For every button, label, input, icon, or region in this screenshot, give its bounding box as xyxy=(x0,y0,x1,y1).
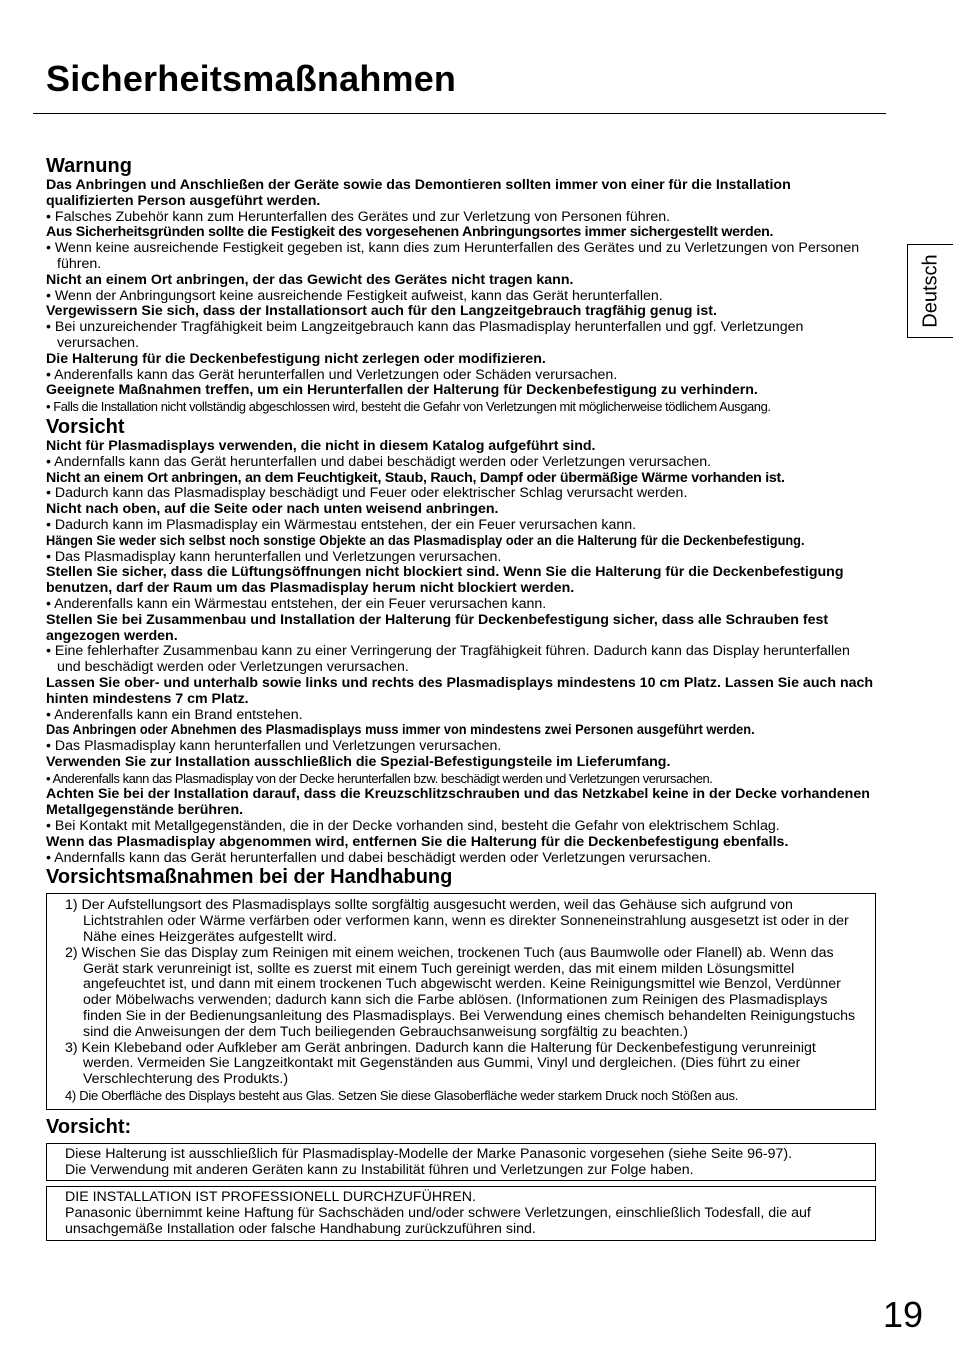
vorsicht-heading: Vorsicht xyxy=(46,415,125,438)
vorsicht-item-5 xyxy=(46,565,876,612)
warning-text: Geeignete Maßnahmen treffen, um ein Herunterfallen der Halterung für Deckenbefestigung zu verhindern. xyxy=(46,382,758,399)
vorsicht-item-7 xyxy=(46,676,876,723)
bullet-text: • Das Plasmadisplay kann herunterfallen und Verletzungen verursachen. xyxy=(46,738,502,755)
warning-text: Das Anbringen und Anschließen der Geräte sowie das Demontieren sollten immer von einer für die Installation qualifizierten Person ausgeführt werden. xyxy=(46,177,791,209)
professional-line-2: Panasonic übernimmt keine Haftung für Sachschäden und/oder schwere Verletzungen, einschließlich Todesfall, die auf unsachgemäße Installation oder falsche Handhabung zurückzuführen sind. xyxy=(65,1205,811,1238)
warnung-item-4 xyxy=(46,304,876,351)
page-number: 19 xyxy=(883,1294,924,1335)
title-divider xyxy=(33,113,886,114)
bullet-text: • Das Plasmadisplay kann herunterfallen und Verletzungen verursachen. xyxy=(46,548,502,565)
vorsicht-item-11 xyxy=(46,835,876,867)
caution-text: Nicht nach oben, auf die Seite oder nach unten weisend anbringen. xyxy=(46,501,499,518)
bullet-text: • Wenn der Anbringungsort keine ausreichende Festigkeit aufweist, kann das Gerät herunterfallen. xyxy=(46,287,663,304)
vorsicht-item-6 xyxy=(46,613,876,676)
language-tab xyxy=(907,244,953,338)
bullet-text: • Andernfalls kann das Gerät herunterfallen und dabei beschädigt werden oder Verletzungen verursachen. xyxy=(46,453,712,470)
caution-text: Achten Sie bei der Installation darauf, dass die Kreuzschlitzschrauben und das Netzkabel keine in der Decke vorhandenen Metallgegenstände berühren. xyxy=(46,786,870,819)
bullet-text: • Anderenfalls kann das Plasmadisplay von der Decke herunterfallen bzw. beschädigt werden und Verletzungen verursachen. xyxy=(46,770,713,786)
vorsicht-item-1 xyxy=(46,439,876,471)
caution-text: Nicht an einem Ort anbringen, an dem Feuchtigkeit, Staub, Rauch, Dampf oder übermäßige Wärme vorhanden ist. xyxy=(46,469,785,486)
warnung-item-1 xyxy=(46,178,876,225)
bullet-text: • Andernfalls kann das Gerät herunterfallen und dabei beschädigt werden oder Verletzungen verursachen. xyxy=(46,849,712,866)
caution-text: Stellen Sie bei Zusammenbau und Installation der Halterung für Deckenbefestigung sicher, dass alle Schrauben fest angezogen werden. xyxy=(46,611,829,644)
vorsicht-item-9 xyxy=(46,755,876,788)
caution-text: Lassen Sie ober- und unterhalb sowie links und rechts des Plasmadisplays mindestens 10 cm Platz. Lassen Sie auch nach hinten mindestens 7 cm Platz. xyxy=(46,674,874,707)
bullet-text: • Bei Kontakt mit Metallgegenständen, die in der Decke vorhanden sind, besteht die Gefahr von elektrischem Schlag. xyxy=(46,818,780,835)
vorsicht2-heading: Vorsicht: xyxy=(46,1115,132,1138)
handhabung-item-2: 2) Wischen Sie das Display zum Reinigen mit einem weichen, trockenen Tuch (aus Baumwolle oder Flanell) ab. Wenn das Gerät stark verunreinigt ist, sollte es zuerst mit einem Tuch gereinigt werden, das mit einem milden Lösungsmittel angefeuchtet ist, und dann mit einem trockenen Tuch abgewischt werden. Keine Reinigungsmittel wie Benzol, Verdünner oder Möbelwachs verwenden; dadurch kann sich die Farbe ablösen. (Informationen zum Reinigen des Plasmadisplays finden Sie in der Bedienungsanleitung des Plasmadisplays. Bei Verwendung eines chemisch behandelten Reinigungstuchs sind die Anweisungen der dem Tuch beiliegenden Gebrauchsanweisung sorgfältig zu beachten.) xyxy=(65,944,856,1040)
caution-text: Hängen Sie weder sich selbst noch sonstige Objekte an das Plasmadisplay oder an die Halterung für die Deckenbefestigung. xyxy=(46,532,805,549)
handhabung-item-3: 3) Kein Klebeband oder Aufkleber am Gerät anbringen. Dadurch kann die Halterung für Deckenbefestigung verunreinigt werden. Vermeiden Sie Langzeitkontakt mit Gegenständen aus Gummi, Vinyl und dergleichen. (Dies führt zu einer Verschlechterung des Produkts.) xyxy=(65,1039,816,1088)
warnung-item-6 xyxy=(46,383,876,416)
handhabung-heading: Vorsichtsmaßnahmen bei der Handhabung xyxy=(46,866,453,889)
warning-text: Nicht an einem Ort anbringen, der das Gewicht des Gerätes nicht tragen kann. xyxy=(46,271,574,288)
warnung-item-2 xyxy=(46,225,876,272)
bullet-text: • Bei unzureichender Tragfähigkeit beim Langzeitgebrauch kann das Plasmadisplay herunterfallen und ggf. Verletzungen verursachen. xyxy=(46,319,804,351)
bullet-text: • Dadurch kann das Plasmadisplay beschädigt und Feuer oder elektrischer Schlag verursacht werden. xyxy=(46,485,688,502)
bullet-text: • Anderenfalls kann ein Wärmestau entstehen, der ein Feuer verursachen kann. xyxy=(46,595,547,612)
bullet-text: • Falsches Zubehör kann zum Herunterfallen des Gerätes und zur Verletzung von Personen führen. xyxy=(46,208,671,225)
caution-text: Verwenden Sie zur Installation ausschließlich die Spezial-Befestigungsteile im Lieferumfang. xyxy=(46,753,671,770)
handhabung-item-4 xyxy=(65,1088,865,1105)
content xyxy=(46,155,876,1241)
compatibility-line-1: Diese Halterung ist ausschließlich für Plasmadisplay-Modelle der Marke Panasonic vorgesehen (siehe Seite 96-97). xyxy=(65,1145,793,1162)
bullet-text: • Wenn keine ausreichende Festigkeit gegeben ist, kann dies zum Herunterfallen des Gerätes und zu Verletzungen von Personen führen. xyxy=(46,240,860,272)
vorsicht-item-10 xyxy=(46,787,876,834)
warnung-item-3 xyxy=(46,273,876,305)
warnung-heading: Warnung xyxy=(46,155,132,177)
warnung-item-5 xyxy=(46,352,876,384)
vorsicht-item-2 xyxy=(46,471,876,503)
bullet-text: • Dadurch kann im Plasmadisplay ein Wärmestau entstehen, der ein Feuer verursachen kann. xyxy=(46,516,637,533)
bullet-text: • Eine fehlerhafter Zusammenbau kann zu einer Verringerung der Tragfähigkeit führen. Dadurch kann das Display herunterfallen und beschädigt werden oder Verletzungen verursachen. xyxy=(46,643,850,676)
vorsicht-item-8 xyxy=(46,723,876,755)
warning-text: Die Halterung für die Deckenbefestigung nicht zerlegen oder modifizieren. xyxy=(46,350,546,367)
caution-text: Wenn das Plasmadisplay abgenommen wird, entfernen Sie die Halterung für die Deckenbefestigung ebenfalls. xyxy=(46,833,789,850)
bullet-text: • Anderenfalls kann ein Brand entstehen. xyxy=(46,706,303,723)
bullet-text: • Falls die Installation nicht vollständig abgeschlossen wird, besteht die Gefahr von Verletzungen mit möglicherweise tödlichem Ausgang. xyxy=(46,399,771,415)
handhabung-item-4-text: 4) Die Oberfläche des Displays besteht aus Glas. Setzen Sie diese Glasoberfläche weder starkem Druck noch Stößen aus. xyxy=(65,1088,739,1104)
compatibility-box xyxy=(46,1143,876,1182)
caution-text: Das Anbringen oder Abnehmen des Plasmadisplays muss immer von mindestens zwei Personen ausgeführt werden. xyxy=(46,722,755,739)
professional-line-1: DIE INSTALLATION IST PROFESSIONELL DURCHZUFÜHREN. xyxy=(65,1189,476,1206)
handhabung-item-1: 1) Der Aufstellungsort des Plasmadisplays sollte sorgfältig ausgesucht werden, weil das Gehäuse sich aufgrund von Lichtstrahlen oder Wärme verfärben oder verformen kann, wenn es direkter Sonneneinstrahlung ausgesetzt ist oder in der Nähe eines Heizgerätes aufgestellt wird. xyxy=(65,897,849,946)
handhabung-box xyxy=(46,893,876,1109)
compatibility-line-2: Die Verwendung mit anderen Geräten kann zu Instabilität führen und Verletzungen zur Folge haben. xyxy=(65,1161,694,1178)
professional-installation-box xyxy=(46,1186,876,1240)
caution-text: Nicht für Plasmadisplays verwenden, die nicht in diesem Katalog aufgeführt sind. xyxy=(46,437,596,454)
warning-text: Aus Sicherheitsgründen sollte die Festigkeit des vorgesehenen Anbringungsortes immer sichergestellt werden. xyxy=(46,224,774,241)
page-title: Sicherheitsmaßnahmen xyxy=(46,58,457,99)
vorsicht-item-4 xyxy=(46,534,876,566)
bullet-text: • Anderenfalls kann das Gerät herunterfallen und Verletzungen oder Schäden verursachen. xyxy=(46,366,618,383)
warning-text: Vergewissern Sie sich, dass der Installationsort auch für den Langzeitgebrauch tragfähig genug ist. xyxy=(46,303,717,320)
language-tab-label: Deutsch xyxy=(919,254,941,328)
caution-text: Stellen Sie sicher, dass die Lüftungsöffnungen nicht blockiert sind. Wenn Sie die Halterung für die Deckenbefestigung benutzen, darf der Raum um das Plasmadisplay herum nicht blockiert werden. xyxy=(46,564,844,597)
vorsicht-item-3 xyxy=(46,502,876,534)
